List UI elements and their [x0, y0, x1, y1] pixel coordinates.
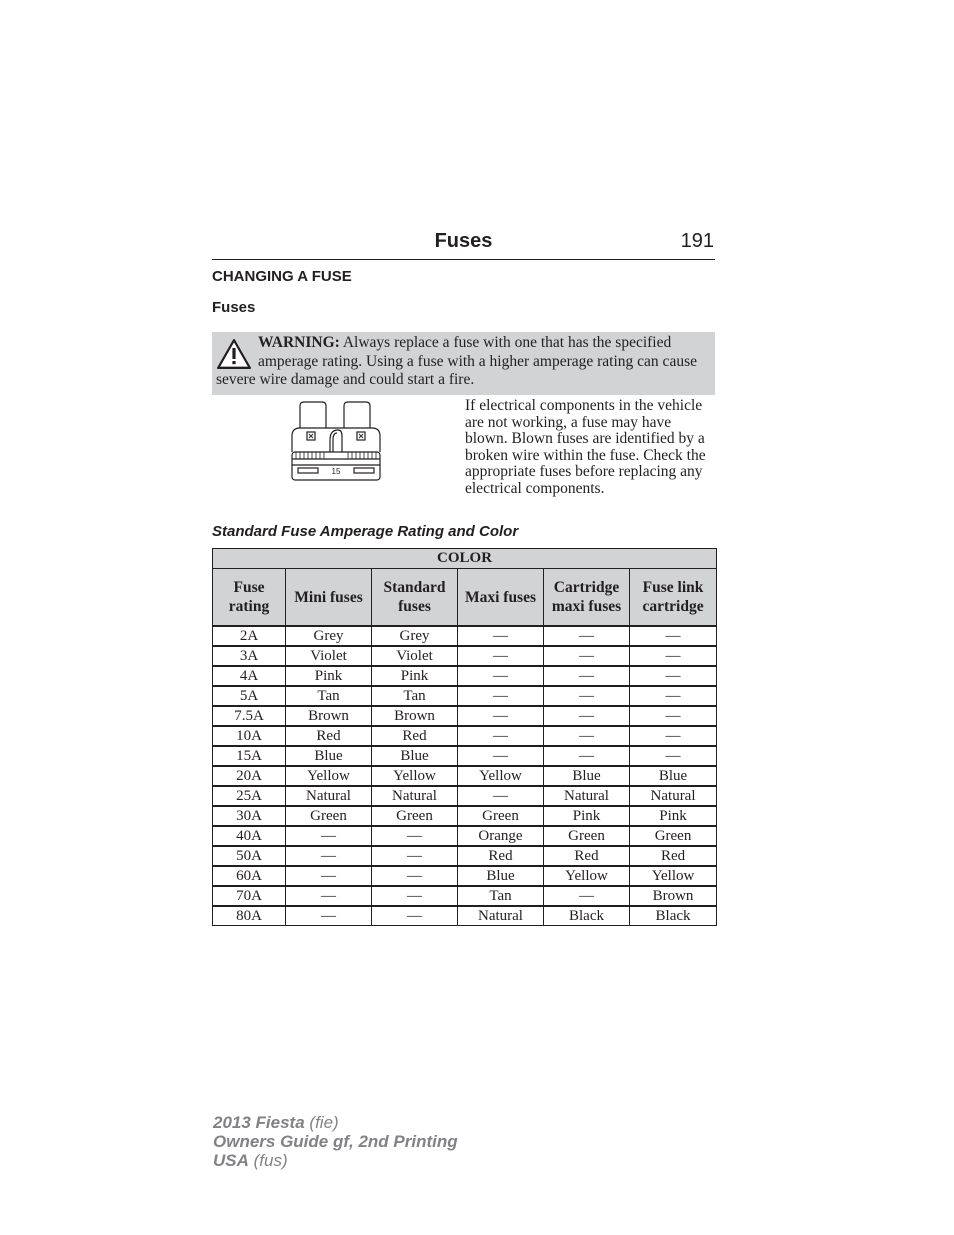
fuse-rating-cell: 10A: [213, 726, 286, 746]
column-header: Cartridge maxi fuses: [544, 569, 630, 627]
fuse-color-cell: Violet: [372, 646, 458, 666]
fuse-color-cell: —: [458, 746, 544, 766]
fuse-rating-cell: 60A: [213, 866, 286, 886]
subsection-title: Fuses: [212, 299, 256, 316]
warning-text: Always replace a fuse with one that has the specified amperage rating. Using a fuse with a higher amperage rating can cause severe wire damage and could start a fire.: [216, 334, 697, 388]
fuse-color-cell: —: [458, 646, 544, 666]
fuse-rating-cell: 80A: [213, 906, 286, 926]
section-title: CHANGING A FUSE: [212, 268, 352, 285]
fuse-rating-cell: 4A: [213, 666, 286, 686]
column-header: Mini fuses: [286, 569, 372, 627]
fuse-color-cell: Natural: [630, 786, 717, 806]
fuse-color-cell: Pink: [630, 806, 717, 826]
page-header: [212, 228, 715, 260]
fuse-rating-cell: 50A: [213, 846, 286, 866]
fuse-color-cell: Natural: [458, 906, 544, 926]
fuse-color-cell: Blue: [372, 746, 458, 766]
table-row: [213, 826, 717, 846]
fuse-color-cell: —: [458, 726, 544, 746]
table-row: [213, 646, 717, 666]
fuse-color-cell: —: [630, 646, 717, 666]
fuse-color-cell: —: [630, 706, 717, 726]
fuse-color-cell: —: [286, 866, 372, 886]
table-row: [213, 706, 717, 726]
table-row: [213, 906, 717, 926]
fuse-color-cell: —: [630, 686, 717, 706]
fuse-color-cell: Brown: [372, 706, 458, 726]
fuse-rating-cell: 15A: [213, 746, 286, 766]
warning-box: [212, 332, 715, 395]
fuse-color-cell: Natural: [286, 786, 372, 806]
fuse-color-cell: —: [544, 626, 630, 646]
fuse-color-cell: Black: [544, 906, 630, 926]
fuse-color-cell: Pink: [286, 666, 372, 686]
fuse-color-cell: Black: [630, 906, 717, 926]
fuse-color-table: [212, 548, 717, 926]
fuse-color-cell: Yellow: [544, 866, 630, 886]
fuse-color-cell: Green: [544, 826, 630, 846]
fuse-color-cell: Red: [372, 726, 458, 746]
fuse-rating-cell: 20A: [213, 766, 286, 786]
fuse-color-cell: Grey: [286, 626, 372, 646]
fuse-color-cell: —: [544, 686, 630, 706]
fuse-color-cell: Red: [630, 846, 717, 866]
footer-line-2: Owners Guide gf, 2nd Printing: [213, 1132, 458, 1151]
fuse-color-cell: Tan: [372, 686, 458, 706]
fuse-color-cell: Grey: [372, 626, 458, 646]
fuse-color-cell: —: [372, 826, 458, 846]
table-row: [213, 666, 717, 686]
fuse-color-cell: —: [630, 626, 717, 646]
fuse-color-cell: Red: [458, 846, 544, 866]
column-header: Fuse rating: [213, 569, 286, 627]
table-row: [213, 806, 717, 826]
fuse-color-cell: —: [286, 886, 372, 906]
fuse-color-cell: —: [458, 786, 544, 806]
fuse-color-cell: Green: [372, 806, 458, 826]
fuse-color-cell: Blue: [630, 766, 717, 786]
footer-line-3: USA (fus): [213, 1151, 288, 1170]
fuse-color-cell: —: [544, 726, 630, 746]
fuse-rating-cell: 5A: [213, 686, 286, 706]
fuse-color-cell: —: [458, 686, 544, 706]
table-column-headers: [213, 569, 717, 627]
fuse-color-cell: —: [544, 666, 630, 686]
fuse-color-cell: Natural: [372, 786, 458, 806]
fuse-color-cell: Blue: [286, 746, 372, 766]
table-body: [213, 626, 717, 926]
fuse-color-cell: Tan: [458, 886, 544, 906]
footer-line-1: 2013 Fiesta (fie): [213, 1113, 339, 1132]
fuse-color-cell: —: [630, 746, 717, 766]
table-row: [213, 726, 717, 746]
fuse-rating-cell: 2A: [213, 626, 286, 646]
fuse-color-cell: —: [544, 886, 630, 906]
fuse-rating-cell: 30A: [213, 806, 286, 826]
page-footer: [213, 1113, 458, 1170]
column-header: Maxi fuses: [458, 569, 544, 627]
table-row: [213, 846, 717, 866]
table-row: [213, 626, 717, 646]
fuse-color-cell: —: [372, 906, 458, 926]
fuse-color-cell: Pink: [372, 666, 458, 686]
fuse-color-cell: Yellow: [458, 766, 544, 786]
fuse-color-cell: —: [544, 746, 630, 766]
table-row: [213, 786, 717, 806]
fuse-description: If electrical components in the vehicle are not working, a fuse may have blown. Blown fuses are identified by a broken wire within the fuse. Check the appropriate fuses before replacing any electrical components.: [465, 397, 706, 497]
fuse-color-cell: Yellow: [286, 766, 372, 786]
standard-fuse-illustration: [288, 400, 384, 482]
fuse-rating-cell: 3A: [213, 646, 286, 666]
fuse-color-cell: Yellow: [372, 766, 458, 786]
fuse-color-cell: Violet: [286, 646, 372, 666]
table-row: [213, 886, 717, 906]
fuse-color-cell: —: [372, 846, 458, 866]
fuse-color-cell: —: [372, 866, 458, 886]
fuse-color-cell: —: [544, 646, 630, 666]
fuse-color-cell: —: [286, 906, 372, 926]
fuse-color-cell: —: [458, 706, 544, 726]
fuse-color-cell: Yellow: [630, 866, 717, 886]
fuse-color-cell: Tan: [286, 686, 372, 706]
page-number: 191: [680, 230, 714, 252]
fuse-color-cell: Pink: [544, 806, 630, 826]
table-title: Standard Fuse Amperage Rating and Color: [212, 523, 519, 540]
table-row: [213, 746, 717, 766]
fuse-color-cell: Blue: [544, 766, 630, 786]
fuse-color-cell: —: [544, 706, 630, 726]
fuse-rating-cell: 7.5A: [213, 706, 286, 726]
fuse-color-cell: Green: [458, 806, 544, 826]
fuse-color-cell: —: [372, 886, 458, 906]
fuse-color-cell: —: [630, 726, 717, 746]
fuse-rating-cell: 70A: [213, 886, 286, 906]
warning-triangle-icon: [216, 338, 252, 370]
fuse-color-cell: —: [458, 626, 544, 646]
warning-lead: WARNING:: [258, 334, 340, 351]
fuse-rating-cell: 25A: [213, 786, 286, 806]
column-header: Fuse link cartridge: [630, 569, 717, 627]
fuse-color-cell: —: [286, 846, 372, 866]
fuse-color-cell: Blue: [458, 866, 544, 886]
fuse-rating-cell: 40A: [213, 826, 286, 846]
table-row: [213, 866, 717, 886]
fuse-amperage-label: 15: [331, 467, 341, 476]
fuse-color-cell: Natural: [544, 786, 630, 806]
fuse-color-cell: Red: [286, 726, 372, 746]
table-span-header: COLOR: [213, 549, 717, 569]
table-row: [213, 766, 717, 786]
fuse-color-cell: Brown: [630, 886, 717, 906]
fuse-color-cell: —: [458, 666, 544, 686]
fuse-color-cell: —: [630, 666, 717, 686]
fuse-color-cell: Green: [630, 826, 717, 846]
chapter-title: Fuses: [434, 230, 493, 252]
fuse-color-cell: —: [286, 826, 372, 846]
fuse-color-cell: Brown: [286, 706, 372, 726]
fuse-color-cell: Green: [286, 806, 372, 826]
fuse-color-cell: Orange: [458, 826, 544, 846]
column-header: Standard fuses: [372, 569, 458, 627]
fuse-color-cell: Red: [544, 846, 630, 866]
table-row: [213, 686, 717, 706]
